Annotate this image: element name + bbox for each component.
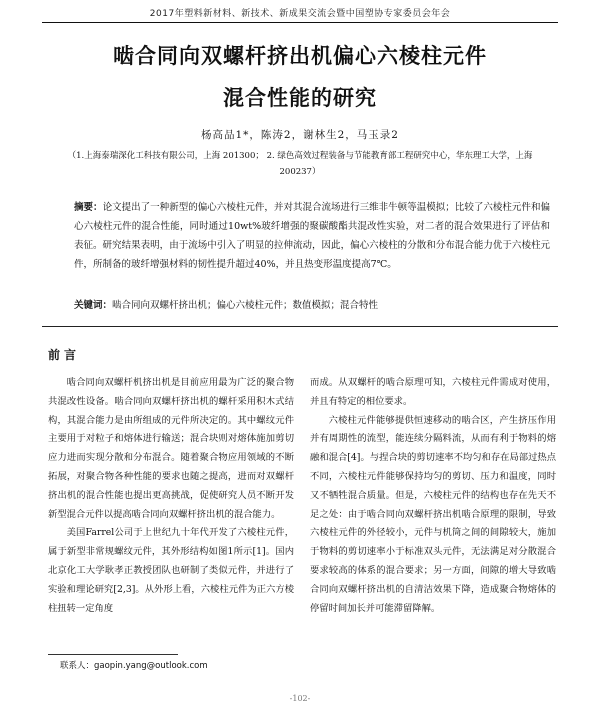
paper-title-line-2: 混合性能的研究 — [223, 86, 377, 110]
paper-title-line-1: 啮合同向双螺杆挤出机偏心六棱柱元件 — [113, 44, 487, 68]
paragraph: 美国Farrel公司于上世纪九十年代开发了六棱柱元件，属于新型非常规螺纹元件，其外形结构如图1所示[1]。国内北京化工大学耿孝正教授团队也研制了类似元件，并进行了实验和理论研究[2,3]。从外形上看，六棱柱元件为正六方棱柱扭转一定角度 — [48, 527, 294, 614]
section-heading: 前言 — [48, 348, 81, 362]
author-list: 杨高品1*，陈涛2，谢林生2，马玉录2 — [201, 129, 399, 141]
body-column-right — [310, 374, 556, 618]
section-rule — [42, 326, 558, 327]
header-rule — [42, 22, 558, 23]
abstract-label: 摘要： — [74, 202, 103, 213]
keywords — [74, 296, 550, 315]
paragraph-continued: 而成。从双螺杆的啮合原理可知，六棱柱元件需成对使用，并且有特定的相位要求。 — [310, 377, 556, 407]
body-column-left — [48, 374, 294, 618]
abstract-text: 论文提出了一种新型的偏心六棱柱元件，并对其混合流场进行三维非牛顿等温模拟；比较了六棱柱元件和偏心六棱柱元件的混合性能，同时通过10wt%玻纤增强的聚碳酸酯共混改性实验，对二者的混合效果进行了评估和表征。研究结果表明，由于流场中引入了明显的拉伸流动，因此，偏心六棱柱的分散和分布混合能力优于六棱柱元件，所制备的玻纤增强材料的韧性提升超过40%，并且热变形温度提高7℃。 — [74, 202, 550, 270]
abstract — [74, 198, 550, 274]
footnote-rule — [48, 654, 178, 655]
keywords-label: 关键词： — [74, 300, 113, 311]
page-number: -102- — [289, 694, 311, 703]
paragraph: 啮合同向双螺杆机挤出机是目前应用最为广泛的聚合物共混改性设备。啮合同向双螺杆挤出机的螺杆采用积木式结构，其混合能力是由所组成的元件所决定的。其中螺纹元件主要用于对粒子和熔体进行输送；混合块则对熔体施加剪切应力进而实现分散和分布混合。随着聚合物应用领域的不断拓展，对聚合物各种性能的要求也随之提高，进而对双螺杆挤出机的混合性能也提出更高挑战，促使研究人员不断开发新型混合元件以提高啮合同向双螺杆挤出机的混合能力。 — [48, 377, 294, 520]
keywords-text: 啮合同向双螺杆挤出机；偏心六棱柱元件；数值模拟；混合特性 — [112, 300, 379, 311]
paragraph: 六棱柱元件能够提供恒速移动的啮合区，产生挤压作用并有周期性的流型，能连续分隔料流，从而有利于物料的熔融和混合[4]。与捏合块的剪切速率不均匀和存在局部过热点不同，六棱柱元件能够保持均匀的剪切、压力和温度，同时又不牺牲混合质量。但是，六棱柱元件的结构也存在先天不足之处：由于啮合同向双螺杆挤出机啮合原理的限制，导致六棱柱元件的外径较小，元件与机筒之间的间隙较大，施加于物料的剪切速率小于标准双头元件，无法满足对分散混合要求较高的体系的混合要求；另一方面，间隙的增大导致啮合同向双螺杆挤出机的自清洁效果下降，造成聚合物熔体的停留时间加长并可能滞留降解。 — [310, 414, 556, 614]
running-header: 2017年塑料新材料、新技术、新成果交流会暨中国塑协专家委员会年会 — [149, 9, 451, 19]
footnote-contact: 联系人：gaopin.yang@outlook.com — [60, 661, 208, 671]
affiliations: （1.上海泰瑞深化工科技有限公司，上海 201300； 2. 绿色高效过程装备与节能教育部工程研究中心，华东理工大学，上海 200237） — [67, 151, 533, 177]
